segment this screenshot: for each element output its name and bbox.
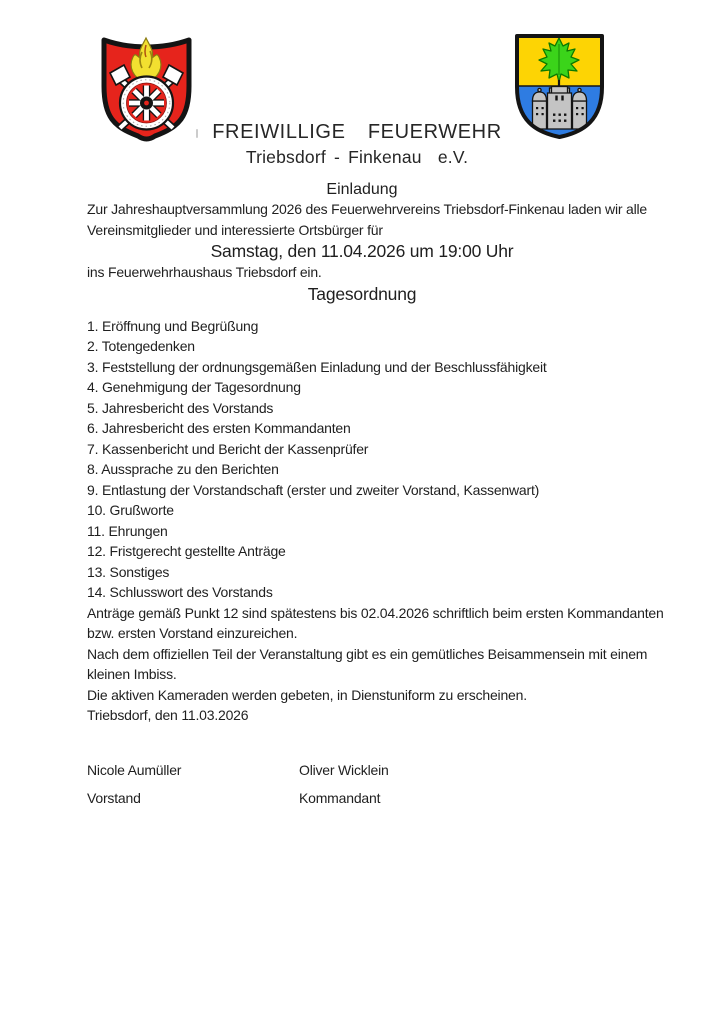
intro-line: Zur Jahreshauptversammlung 2026 des Feuerwehrvereins Triebsdorf-Finkenau laden wir alle — [87, 201, 647, 217]
signature-name: Oliver Wicklein — [299, 761, 389, 778]
signature-name: Nicole Aumüller — [87, 761, 182, 778]
organization-subname: Triebsdorf - Finkenau e.V. — [245, 147, 469, 167]
intro-paragraph — [87, 199, 647, 240]
agenda-list — [87, 316, 637, 603]
agenda-item: 14. Schlusswort des Vorstands — [87, 584, 273, 600]
uniform-note: Die aktiven Kameraden werden gebeten, in Dienstuniform zu erscheinen. — [87, 686, 527, 703]
invitation-heading: Einladung — [326, 181, 398, 198]
agenda-item: 11. Ehrungen — [87, 522, 168, 539]
deadline-note-line: Anträge gemäß Punkt 12 sind spätestens bis 02.04.2026 schriftlich beim ersten Kommandanten — [87, 604, 664, 621]
letter-body — [87, 180, 664, 809]
deadline-note-line: bzw. ersten Vorstand einzureichen. — [87, 625, 298, 641]
agenda-item: 10. Grußworte — [87, 502, 174, 518]
event-datetime: Samstag, den 11.04.2026 um 19:00 Uhr — [210, 241, 514, 261]
social-note-line: Nach dem offiziellen Teil der Veranstaltung gibt es ein gemütliches Beisammensein mit einem — [87, 645, 648, 662]
agenda-item: 3. Feststellung der ordnungsgemäßen Einladung und der Beschlussfähigkeit — [87, 358, 547, 375]
signature-role: Vorstand — [87, 790, 141, 806]
social-note-line: kleinen Imbiss. — [87, 666, 177, 682]
signature-roles-row — [87, 788, 637, 809]
agenda-item: 12. Fristgerecht gestellte Anträge — [87, 543, 286, 559]
agenda-item: 1. Eröffnung und Begrüßung — [87, 317, 259, 334]
agenda-item: 8. Aussprache zu den Berichten — [87, 461, 279, 477]
signature-names-row — [87, 760, 637, 781]
place-date-line: Triebsdorf, den 11.03.2026 — [87, 707, 249, 723]
organization-title — [0, 120, 714, 168]
agenda-item: 2. Totengedenken — [87, 338, 195, 354]
signature-role: Kommandant — [299, 790, 381, 806]
organization-name: FREIWILLIGE FEUERWEHR — [212, 121, 502, 143]
agenda-item: 6. Jahresbericht des ersten Kommandanten — [87, 420, 351, 436]
agenda-item: 13. Sonstiges — [87, 563, 170, 580]
agenda-item: 5. Jahresbericht des Vorstands — [87, 399, 274, 416]
agenda-item: 4. Genehmigung der Tagesordnung — [87, 379, 301, 395]
agenda-item: 7. Kassenbericht und Bericht der Kassenprüfer — [87, 440, 369, 457]
deadline-note — [87, 603, 664, 644]
social-note — [87, 644, 648, 685]
signature-block — [87, 760, 637, 809]
intro-line: Vereinsmitglieder und interessierte Ortsbürger für — [87, 221, 383, 238]
agenda-heading: Tagesordnung — [307, 283, 417, 304]
agenda-item: 9. Entlastung der Vorstandschaft (erster und zweiter Vorstand, Kassenwart) — [87, 481, 540, 498]
event-location: ins Feuerwehrhaushaus Triebsdorf ein. — [87, 264, 322, 280]
